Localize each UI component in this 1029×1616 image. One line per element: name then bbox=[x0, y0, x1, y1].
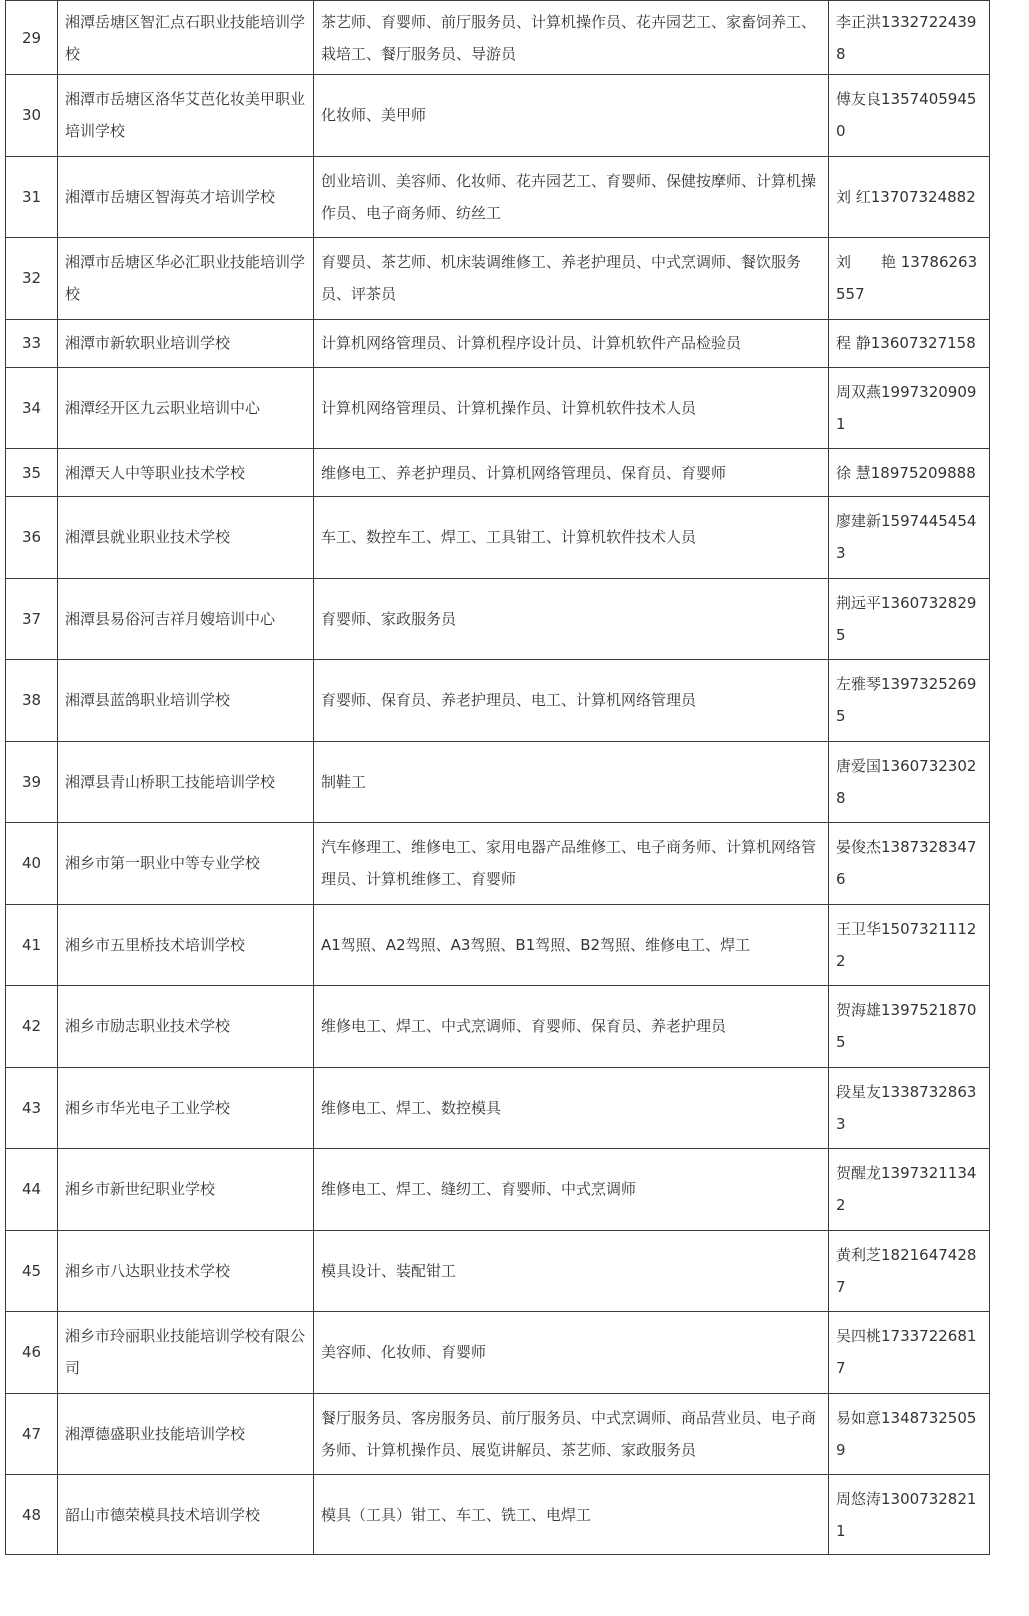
row-number: 41 bbox=[6, 904, 58, 986]
training-programs-cell: 维修电工、养老护理员、计算机网络管理员、保育员、育婴师 bbox=[314, 449, 829, 497]
row-number: 37 bbox=[6, 578, 58, 660]
training-programs-cell: 育婴师、保育员、养老护理员、电工、计算机网络管理员 bbox=[314, 660, 829, 742]
row-number: 36 bbox=[6, 497, 58, 579]
training-programs-cell: 计算机网络管理员、计算机操作员、计算机软件技术人员 bbox=[314, 367, 829, 449]
training-programs-cell: A1驾照、A2驾照、A3驾照、B1驾照、B2驾照、维修电工、焊工 bbox=[314, 904, 829, 986]
table-row bbox=[6, 1230, 990, 1312]
row-number: 42 bbox=[6, 986, 58, 1068]
row-number: 44 bbox=[6, 1149, 58, 1231]
contact-cell: 王卫华15073211122 bbox=[829, 904, 990, 986]
table-row bbox=[6, 238, 990, 320]
school-name-cell: 湘潭天人中等职业技术学校 bbox=[58, 449, 314, 497]
row-number: 35 bbox=[6, 449, 58, 497]
row-number: 47 bbox=[6, 1393, 58, 1475]
school-name-cell: 湘潭岳塘区智汇点石职业技能培训学校 bbox=[58, 1, 314, 75]
school-name-cell: 湘潭经开区九云职业培训中心 bbox=[58, 367, 314, 449]
school-name-cell: 湘乡市华光电子工业学校 bbox=[58, 1067, 314, 1149]
row-number: 45 bbox=[6, 1230, 58, 1312]
contact-cell: 刘 红13707324882 bbox=[829, 156, 990, 238]
contact-cell: 黄利芝18216474287 bbox=[829, 1230, 990, 1312]
table-body bbox=[6, 1, 990, 1555]
training-programs-cell: 计算机网络管理员、计算机程序设计员、计算机软件产品检验员 bbox=[314, 319, 829, 367]
school-name-cell: 湘潭县就业职业技术学校 bbox=[58, 497, 314, 579]
row-number: 31 bbox=[6, 156, 58, 238]
table-row bbox=[6, 367, 990, 449]
school-name-cell: 湘乡市新世纪职业学校 bbox=[58, 1149, 314, 1231]
school-name-cell: 湘潭市岳塘区华必汇职业技能培训学校 bbox=[58, 238, 314, 320]
row-number: 29 bbox=[6, 1, 58, 75]
row-number: 48 bbox=[6, 1475, 58, 1555]
table-row bbox=[6, 578, 990, 660]
table-row bbox=[6, 497, 990, 579]
table-row bbox=[6, 1, 990, 75]
school-name-cell: 湘潭县蓝鸽职业培训学校 bbox=[58, 660, 314, 742]
school-name-cell: 湘潭县易俗河吉祥月嫂培训中心 bbox=[58, 578, 314, 660]
school-name-cell: 湘乡市第一职业中等专业学校 bbox=[58, 823, 314, 905]
row-number: 32 bbox=[6, 238, 58, 320]
contact-cell: 荆远平13607328295 bbox=[829, 578, 990, 660]
contact-cell: 周双燕19973209091 bbox=[829, 367, 990, 449]
contact-cell: 贺醒龙13973211342 bbox=[829, 1149, 990, 1231]
table-row bbox=[6, 1312, 990, 1394]
contact-cell: 廖建新15974454543 bbox=[829, 497, 990, 579]
contact-cell: 吴四桃17337226817 bbox=[829, 1312, 990, 1394]
table-row bbox=[6, 1393, 990, 1475]
school-name-cell: 湘潭市新软职业培训学校 bbox=[58, 319, 314, 367]
row-number: 30 bbox=[6, 75, 58, 157]
contact-cell: 唐爱国13607323028 bbox=[829, 741, 990, 823]
contact-cell: 李正洪13327224398 bbox=[829, 1, 990, 75]
school-name-cell: 湘潭县青山桥职工技能培训学校 bbox=[58, 741, 314, 823]
school-name-cell: 韶山市德荣模具技术培训学校 bbox=[58, 1475, 314, 1555]
school-name-cell: 湘潭德盛职业技能培训学校 bbox=[58, 1393, 314, 1475]
training-programs-cell: 创业培训、美容师、化妆师、花卉园艺工、育婴师、保健按摩师、计算机操作员、电子商务师、纺丝工 bbox=[314, 156, 829, 238]
table-row bbox=[6, 1475, 990, 1555]
training-programs-cell: 茶艺师、育婴师、前厅服务员、计算机操作员、花卉园艺工、家畜饲养工、栽培工、餐厅服务员、导游员 bbox=[314, 1, 829, 75]
table-row bbox=[6, 319, 990, 367]
training-programs-cell: 维修电工、焊工、数控模具 bbox=[314, 1067, 829, 1149]
training-programs-cell: 汽车修理工、维修电工、家用电器产品维修工、电子商务师、计算机网络管理员、计算机维修工、育婴师 bbox=[314, 823, 829, 905]
contact-cell: 程 静13607327158 bbox=[829, 319, 990, 367]
table-row bbox=[6, 741, 990, 823]
table-row bbox=[6, 986, 990, 1068]
row-number: 46 bbox=[6, 1312, 58, 1394]
table-row bbox=[6, 156, 990, 238]
training-programs-cell: 育婴员、茶艺师、机床装调维修工、养老护理员、中式烹调师、餐饮服务员、评茶员 bbox=[314, 238, 829, 320]
table-row bbox=[6, 75, 990, 157]
row-number: 38 bbox=[6, 660, 58, 742]
school-name-cell: 湘乡市八达职业技术学校 bbox=[58, 1230, 314, 1312]
school-name-cell: 湘乡市励志职业技术学校 bbox=[58, 986, 314, 1068]
training-programs-cell: 美容师、化妆师、育婴师 bbox=[314, 1312, 829, 1394]
training-programs-cell: 化妆师、美甲师 bbox=[314, 75, 829, 157]
row-number: 43 bbox=[6, 1067, 58, 1149]
contact-cell: 徐 慧18975209888 bbox=[829, 449, 990, 497]
training-school-table-container bbox=[5, 0, 989, 1555]
training-programs-cell: 餐厅服务员、客房服务员、前厅服务员、中式烹调师、商品营业员、电子商务师、计算机操作员、展览讲解员、茶艺师、家政服务员 bbox=[314, 1393, 829, 1475]
training-programs-cell: 模具设计、装配钳工 bbox=[314, 1230, 829, 1312]
table-row bbox=[6, 823, 990, 905]
row-number: 39 bbox=[6, 741, 58, 823]
training-programs-cell: 育婴师、家政服务员 bbox=[314, 578, 829, 660]
contact-cell: 贺海雄13975218705 bbox=[829, 986, 990, 1068]
table-row bbox=[6, 904, 990, 986]
school-name-cell: 湘潭市岳塘区智海英才培训学校 bbox=[58, 156, 314, 238]
row-number: 33 bbox=[6, 319, 58, 367]
table-row bbox=[6, 1149, 990, 1231]
contact-cell: 周悠涛13007328211 bbox=[829, 1475, 990, 1555]
table-row bbox=[6, 1067, 990, 1149]
training-programs-cell: 车工、数控车工、焊工、工具钳工、计算机软件技术人员 bbox=[314, 497, 829, 579]
contact-cell: 晏俊杰13873283476 bbox=[829, 823, 990, 905]
contact-cell: 刘 艳 13786263557 bbox=[829, 238, 990, 320]
training-programs-cell: 维修电工、焊工、中式烹调师、育婴师、保育员、养老护理员 bbox=[314, 986, 829, 1068]
contact-cell: 傅友良13574059450 bbox=[829, 75, 990, 157]
contact-cell: 段星友13387328633 bbox=[829, 1067, 990, 1149]
school-name-cell: 湘潭市岳塘区洛华艾芭化妆美甲职业培训学校 bbox=[58, 75, 314, 157]
row-number: 34 bbox=[6, 367, 58, 449]
table-row bbox=[6, 449, 990, 497]
table-row bbox=[6, 660, 990, 742]
training-programs-cell: 模具（工具）钳工、车工、铣工、电焊工 bbox=[314, 1475, 829, 1555]
training-programs-cell: 制鞋工 bbox=[314, 741, 829, 823]
training-programs-cell: 维修电工、焊工、缝纫工、育婴师、中式烹调师 bbox=[314, 1149, 829, 1231]
school-name-cell: 湘乡市五里桥技术培训学校 bbox=[58, 904, 314, 986]
contact-cell: 易如意13487325059 bbox=[829, 1393, 990, 1475]
training-school-table bbox=[5, 0, 990, 1555]
contact-cell: 左雅琴13973252695 bbox=[829, 660, 990, 742]
school-name-cell: 湘乡市玲丽职业技能培训学校有限公司 bbox=[58, 1312, 314, 1394]
row-number: 40 bbox=[6, 823, 58, 905]
